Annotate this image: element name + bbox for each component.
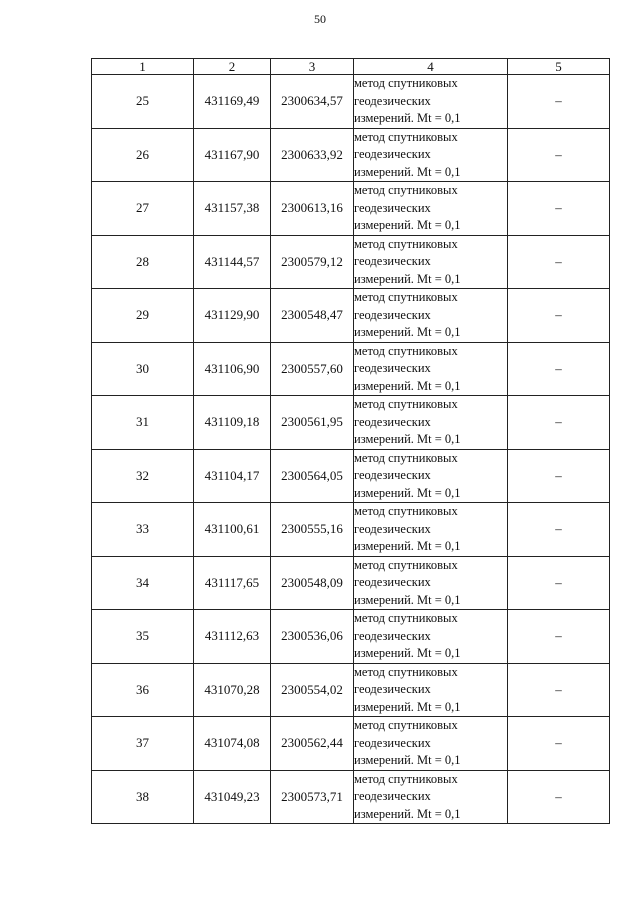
method-line: метод спутниковых: [354, 450, 458, 465]
note-cell: –: [508, 770, 610, 824]
method-line: измерений. Mt = 0,1: [354, 218, 461, 232]
method-line: измерений. Mt = 0,1: [354, 592, 461, 607]
method-line: метод спутниковых: [354, 504, 458, 518]
note-cell: –: [508, 128, 610, 182]
note-cell: –: [508, 663, 610, 717]
table-row: [92, 717, 610, 771]
method-cell: [354, 235, 508, 289]
method-cell: [354, 182, 508, 236]
method-line: измерений. Mt = 0,1: [354, 325, 461, 339]
note-cell: –: [508, 503, 610, 557]
point-number-cell: 31: [92, 396, 194, 450]
method-cell: [354, 128, 508, 182]
method-cell: [354, 503, 508, 557]
table-row: [92, 396, 610, 450]
method-line: метод спутниковых: [354, 343, 458, 358]
header-col-2: 2: [194, 59, 271, 75]
header-col-4: 4: [354, 59, 508, 75]
table-row: [92, 449, 610, 503]
method-line: метод спутниковых: [354, 718, 458, 732]
point-number-cell: 28: [92, 235, 194, 289]
y-coordinate-cell: 2300555,16: [271, 503, 354, 557]
y-coordinate-cell: 2300613,16: [271, 182, 354, 236]
y-coordinate-cell: 2300548,47: [271, 289, 354, 343]
point-number-cell: 30: [92, 342, 194, 396]
method-line: измерений. Mt = 0,1: [354, 539, 461, 553]
method-line: измерений. Mt = 0,1: [354, 753, 461, 767]
table-row: [92, 75, 610, 129]
point-number-cell: 35: [92, 610, 194, 664]
table-row: [92, 503, 610, 557]
y-coordinate-cell: 2300579,12: [271, 235, 354, 289]
method-line: метод спутниковых: [354, 611, 458, 625]
note-cell: –: [508, 396, 610, 450]
method-cell: [354, 396, 508, 450]
y-coordinate-cell: 2300564,05: [271, 449, 354, 503]
coordinates-table: [91, 58, 610, 824]
y-coordinate-cell: 2300562,44: [271, 717, 354, 771]
note-cell: –: [508, 342, 610, 396]
x-coordinate-cell: 431167,90: [194, 128, 271, 182]
method-line: измерений. Mt = 0,1: [354, 485, 461, 500]
x-coordinate-cell: 431129,90: [194, 289, 271, 343]
header-col-5: 5: [508, 59, 610, 75]
y-coordinate-cell: 2300548,09: [271, 556, 354, 610]
page-number: 50: [314, 12, 326, 26]
header-col-1: 1: [92, 59, 194, 75]
point-number-cell: 36: [92, 663, 194, 717]
note-cell: –: [508, 75, 610, 129]
method-cell: [354, 289, 508, 343]
method-line: геодезических: [354, 147, 431, 161]
table-row: [92, 556, 610, 610]
method-line: метод спутниковых: [354, 771, 458, 786]
x-coordinate-cell: 431100,61: [194, 503, 271, 557]
method-line: метод спутниковых: [354, 290, 458, 304]
method-line: метод спутниковых: [354, 76, 458, 90]
x-coordinate-cell: 431117,65: [194, 556, 271, 610]
method-line: геодезических: [354, 200, 431, 215]
x-coordinate-cell: 431144,57: [194, 235, 271, 289]
x-coordinate-cell: 431112,63: [194, 610, 271, 664]
note-cell: –: [508, 556, 610, 610]
method-line: геодезических: [354, 575, 431, 589]
note-cell: –: [508, 235, 610, 289]
x-coordinate-cell: 431157,38: [194, 182, 271, 236]
method-line: геодезических: [354, 414, 431, 429]
y-coordinate-cell: 2300554,02: [271, 663, 354, 717]
table-row: [92, 182, 610, 236]
method-cell: [354, 342, 508, 396]
note-cell: –: [508, 449, 610, 503]
x-coordinate-cell: 431106,90: [194, 342, 271, 396]
table-row: [92, 770, 610, 824]
y-coordinate-cell: 2300633,92: [271, 128, 354, 182]
point-number-cell: 32: [92, 449, 194, 503]
table-row: [92, 128, 610, 182]
method-line: геодезических: [354, 521, 431, 536]
x-coordinate-cell: 431049,23: [194, 770, 271, 824]
method-line: геодезических: [354, 254, 431, 268]
note-cell: –: [508, 289, 610, 343]
method-cell: [354, 663, 508, 717]
note-cell: –: [508, 182, 610, 236]
note-cell: –: [508, 610, 610, 664]
header-row: [92, 59, 610, 75]
x-coordinate-cell: 431169,49: [194, 75, 271, 129]
method-line: метод спутниковых: [354, 236, 458, 251]
method-line: измерений. Mt = 0,1: [354, 699, 461, 714]
method-cell: [354, 610, 508, 664]
method-line: геодезических: [354, 93, 431, 108]
point-number-cell: 34: [92, 556, 194, 610]
x-coordinate-cell: 431104,17: [194, 449, 271, 503]
method-line: измерений. Mt = 0,1: [354, 271, 461, 286]
method-cell: [354, 770, 508, 824]
method-line: метод спутниковых: [354, 129, 458, 144]
method-cell: [354, 556, 508, 610]
method-line: измерений. Mt = 0,1: [354, 806, 461, 821]
method-line: геодезических: [354, 628, 431, 643]
x-coordinate-cell: 431074,08: [194, 717, 271, 771]
table-row: [92, 663, 610, 717]
table-row: [92, 235, 610, 289]
table-row: [92, 289, 610, 343]
method-line: геодезических: [354, 361, 431, 375]
table-row: [92, 610, 610, 664]
method-line: метод спутниковых: [354, 664, 458, 679]
method-cell: [354, 75, 508, 129]
y-coordinate-cell: 2300536,06: [271, 610, 354, 664]
method-line: метод спутниковых: [354, 557, 458, 572]
x-coordinate-cell: 431070,28: [194, 663, 271, 717]
point-number-cell: 33: [92, 503, 194, 557]
point-number-cell: 29: [92, 289, 194, 343]
point-number-cell: 25: [92, 75, 194, 129]
method-line: геодезических: [354, 468, 431, 482]
point-number-cell: 27: [92, 182, 194, 236]
method-line: геодезических: [354, 682, 431, 696]
method-line: геодезических: [354, 307, 431, 322]
header-col-3: 3: [271, 59, 354, 75]
point-number-cell: 26: [92, 128, 194, 182]
method-cell: [354, 717, 508, 771]
method-line: измерений. Mt = 0,1: [354, 164, 461, 179]
table-body: [92, 75, 610, 824]
y-coordinate-cell: 2300634,57: [271, 75, 354, 129]
method-line: измерений. Mt = 0,1: [354, 111, 461, 125]
method-line: метод спутниковых: [354, 397, 458, 411]
table-row: [92, 342, 610, 396]
y-coordinate-cell: 2300561,95: [271, 396, 354, 450]
y-coordinate-cell: 2300573,71: [271, 770, 354, 824]
note-cell: –: [508, 717, 610, 771]
point-number-cell: 38: [92, 770, 194, 824]
method-line: измерений. Mt = 0,1: [354, 378, 461, 393]
method-line: метод спутниковых: [354, 183, 458, 197]
point-number-cell: 37: [92, 717, 194, 771]
x-coordinate-cell: 431109,18: [194, 396, 271, 450]
method-cell: [354, 449, 508, 503]
method-line: измерений. Mt = 0,1: [354, 432, 461, 446]
method-line: геодезических: [354, 789, 431, 803]
method-line: измерений. Mt = 0,1: [354, 646, 461, 660]
y-coordinate-cell: 2300557,60: [271, 342, 354, 396]
method-line: геодезических: [354, 735, 431, 750]
